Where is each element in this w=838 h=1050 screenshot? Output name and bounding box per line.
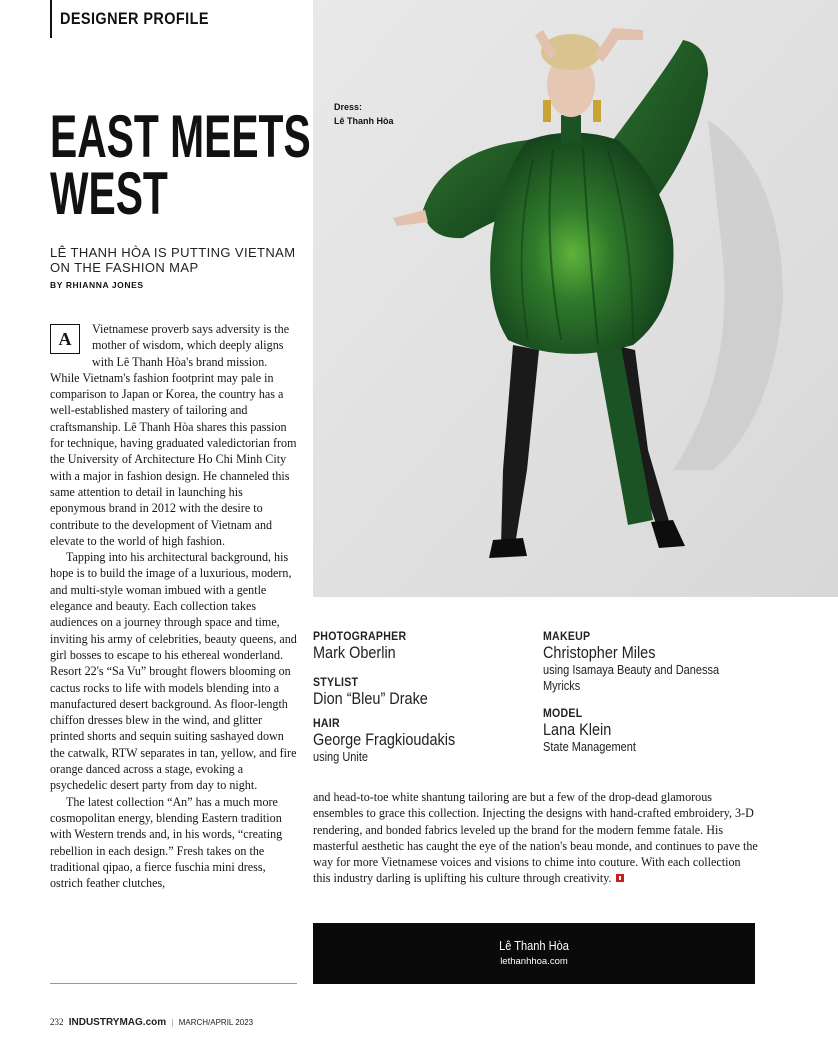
credit-stylist [313, 675, 448, 708]
headline [50, 103, 311, 227]
credit-name: Lana Klein [543, 720, 612, 739]
credit-role: PHOTOGRAPHER [313, 629, 407, 643]
deck: LÊ THANH HÒA IS PUTTING VIETNAM ON THE FASHION MAP [50, 245, 296, 275]
column-rule [50, 983, 297, 984]
headline-line-2: WEST [50, 160, 168, 227]
paragraph-4: and head-to-toe white shantung tailoring are but a few of the drop-dead glamorous ensembles to grace this collection. Injecting the designs with hand-crafted embroidery, 3-D rendering, and bonded fabrics leveled up the brand for the modern femme fatale. His masterful aesthetic has caught the eye of the nation's beau monde, and continues to pave the way for more Vietnamese voices and visions to chime into couture. With each collection this industry darling is uplifting his culture through creativity. [313, 790, 758, 886]
section-label: DESIGNER PROFILE [60, 9, 209, 28]
photo-caption-value: Lê Thanh Hòa [334, 116, 394, 126]
credit-role: MAKEUP [543, 629, 591, 643]
article-column-left [50, 321, 297, 891]
headline-line-1: EAST MEETS [50, 103, 311, 170]
photo-caption-label: Dress: [334, 102, 363, 112]
paragraph-3: The latest collection “An” has a much more cosmopolitan energy, blending Eastern tradition with Western trends and, in his words, “creating rebellion in each design.” Fresh takes on the traditional qipao, a fierce fuschia mini dress, ostrich feather clutches, [50, 794, 283, 891]
credit-role: HAIR [313, 716, 340, 730]
credit-name: Dion “Bleu” Drake [313, 689, 428, 708]
end-mark-icon [616, 874, 624, 882]
section-tag [50, 0, 235, 38]
credit-role: STYLIST [313, 675, 359, 689]
drop-cap: A [50, 324, 80, 354]
credit-name: Mark Oberlin [313, 643, 396, 662]
credit-role: MODEL [543, 706, 583, 720]
credit-photographer [313, 629, 419, 662]
page-footer [50, 1017, 253, 1028]
fashion-photo [313, 0, 838, 597]
page-number: 232 [50, 1017, 64, 1027]
paragraph-2: Tapping into his architectural background, his hope is to build the image of a luxurious, modern, and multi-style woman imbued with a gentle elegance and beauty. Each collection takes audiences on a journey through space and time, inviting his army of celebrities, beauty queens, and girl bosses to escape to his ethereal wonderland. Resort 22's “Sa Vu” brought flowers blooming on cactus rocks to life with models blending into a manufactured desert background. As floor-length chiffon dresses blew in the wind, and glitter printed shorts and sequin suiting sashayed down the catwalk, RTW separates in tan, yellow, and fire orange danced across a stage, evoking a psychedelic desert party from day to night. [50, 550, 297, 793]
credit-note: using Unite [313, 750, 369, 764]
paragraph-1 [50, 321, 297, 549]
credit-model [543, 706, 649, 755]
credit-note: State Management [543, 740, 636, 754]
credit-note: using Isamaya Beauty and Danessa Myricks [543, 663, 720, 693]
designer-promo-box [313, 923, 755, 984]
promo-designer-name: Lê Thanh Hòa [499, 938, 569, 953]
credit-name: George Fragkioudakis [313, 730, 456, 749]
issue-date: MARCH/APRIL 2023 [178, 1018, 254, 1027]
footer-separator: | [171, 1018, 174, 1027]
credit-makeup [543, 629, 753, 694]
promo-website-link[interactable]: lethanhhoa.com [500, 956, 568, 967]
paragraph-1-text: Vietnamese proverb says adversity is the mother of wisdom, which deeply aligns with Lê Thanh Hòa's brand mission. While Vietnam's fashion footprint may pale in comparison to Japan or Korea, the country has a well-established mastery of tailoring and craftsmanship. Lê Thanh Hòa shares this passion for technique, having graduated valedictorian from the University of Architecture Ho Chi Minh City with a major in fashion design. He channeled this same attention to detail in launching his eponymous brand in 2012 with the desire to contribute to the development of Vietnam and elevate to the world of high fashion. [50, 322, 297, 548]
photo-caption [334, 100, 394, 128]
magazine-site[interactable]: INDUSTRYMAG.com [68, 1017, 167, 1028]
credit-hair [313, 716, 480, 765]
byline: BY RHIANNA JONES [50, 280, 144, 290]
article-column-right [313, 789, 758, 887]
credit-name: Christopher Miles [543, 643, 656, 662]
